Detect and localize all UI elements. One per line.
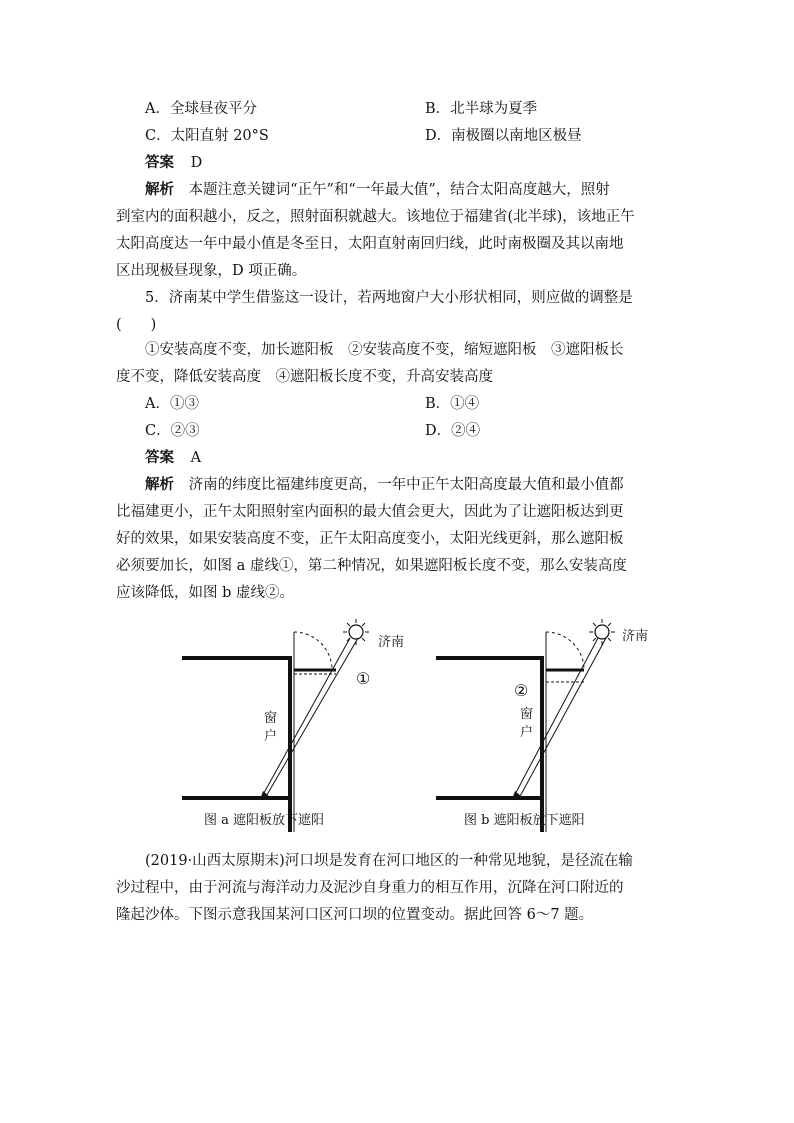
answer-value: D <box>190 155 203 171</box>
caption-a: 图 a 遮阳板放下遮阳 <box>204 813 325 828</box>
figure-b <box>436 619 648 832</box>
q4-analysis-line1: 解析 本题注意关键词“正午”和“一年最大值”，结合太阳高度越大，照射 <box>145 182 610 198</box>
q5-analysis-line1: 解析 济南的纬度比福建纬度更高，一年中正午太阳高度最大值和最小值都 <box>145 477 624 493</box>
caption-b: 图 b 遮阳板放下遮阳 <box>464 813 585 828</box>
q5-option-b: B．①④ <box>425 396 480 412</box>
q5-option-c: C．②③ <box>145 423 200 439</box>
sun-rays-icon-a <box>343 619 369 645</box>
intro-6-7-line3: 隆起沙体。下图示意我国某河口区河口坝的位置变动。据此回答 6～7 题。 <box>116 907 594 923</box>
shade-swing-arc-b <box>546 632 584 670</box>
sun-icon-b <box>595 625 609 639</box>
window-label-b-2: 户 <box>520 725 534 740</box>
q5-option-a: A．①③ <box>145 396 199 412</box>
q5-analysis-line4: 必须要加长，如图 a 虚线①，第二种情况，如果遮阳板长度不变，那么安装高度 <box>116 558 627 574</box>
wall-a <box>182 658 290 832</box>
sun-ray-a2 <box>264 638 358 800</box>
q4-analysis-line4: 区出现极昼现象，D 项正确。 <box>116 263 307 279</box>
q5-analysis-line5: 应该降低，如图 b 虚线②。 <box>116 585 294 601</box>
intro-6-7-line2: 沙过程中，由于河流与海洋动力及泥沙自身重力的相互作用，沉降在河口附近的 <box>116 880 624 896</box>
city-label-a: 济南 <box>378 635 405 650</box>
sun-rays-icon-b <box>589 619 615 645</box>
shade-swing-arc-a <box>294 632 332 670</box>
sunshade-figure <box>160 602 660 834</box>
window-label-a-2: 户 <box>264 729 278 744</box>
window-label-a-1: 窗 <box>264 711 278 726</box>
q4-option-b: B．北半球为夏季 <box>425 101 538 117</box>
q4-analysis-line3: 太阳高度达一年中最小值是冬至日，太阳直射南回归线，此时南极圈及其以南地 <box>116 236 624 252</box>
marker-a: ① <box>356 669 371 688</box>
q5-stem-line1: 5．济南某中学生借鉴这一设计，若两地窗户大小形状相同，则应做的调整是 <box>145 290 633 306</box>
sun-icon-a <box>349 625 363 639</box>
q5-analysis-line2: 比福建更小，正午太阳照射室内面积的最大值会更大，因此为了让遮阳板达到更 <box>116 504 624 520</box>
q5-option-d: D．②④ <box>425 423 481 439</box>
intro-6-7-line1: (2019·山西太原期末)河口坝是发育在河口地区的一种常见地貌，是径流在输 <box>145 853 633 869</box>
answer-label: 答案 <box>145 155 174 171</box>
q4-option-a: A．全球昼夜平分 <box>145 101 257 117</box>
answer-value: A <box>190 450 202 466</box>
q5-choices-line1: ①安装高度不变，加长遮阳板 ②安装高度不变，缩短遮阳板 ③遮阳板长 <box>145 342 624 358</box>
window-label-b-1: 窗 <box>520 707 534 722</box>
q5-answer <box>145 446 201 467</box>
answer-label: 答案 <box>145 450 174 466</box>
marker-b: ② <box>514 681 529 700</box>
q4-option-d: D．南极圈以南地区极昼 <box>425 128 582 144</box>
analysis-label: 解析 <box>145 477 174 493</box>
q5-stem-line2: ( ) <box>116 317 157 333</box>
figure-a <box>182 619 404 832</box>
q4-option-c: C．太阳直射 20°S <box>145 128 269 144</box>
q4-analysis-line2: 到室内的面积越小，反之，照射面积就越大。该地位于福建省(北半球)，该地正午 <box>116 209 635 225</box>
q5-analysis-line3: 好的效果，如果安装高度不变，正午太阳高度变小，太阳光线更斜，那么遮阳板 <box>116 531 624 547</box>
analysis-label: 解析 <box>145 182 174 198</box>
q5-choices-line2: 度不变，降低安装高度 ④遮阳板长度不变，升高安装高度 <box>116 369 493 385</box>
city-label-b: 济南 <box>622 629 649 644</box>
sunshade-diagram <box>160 602 660 834</box>
q4-answer <box>145 151 202 172</box>
